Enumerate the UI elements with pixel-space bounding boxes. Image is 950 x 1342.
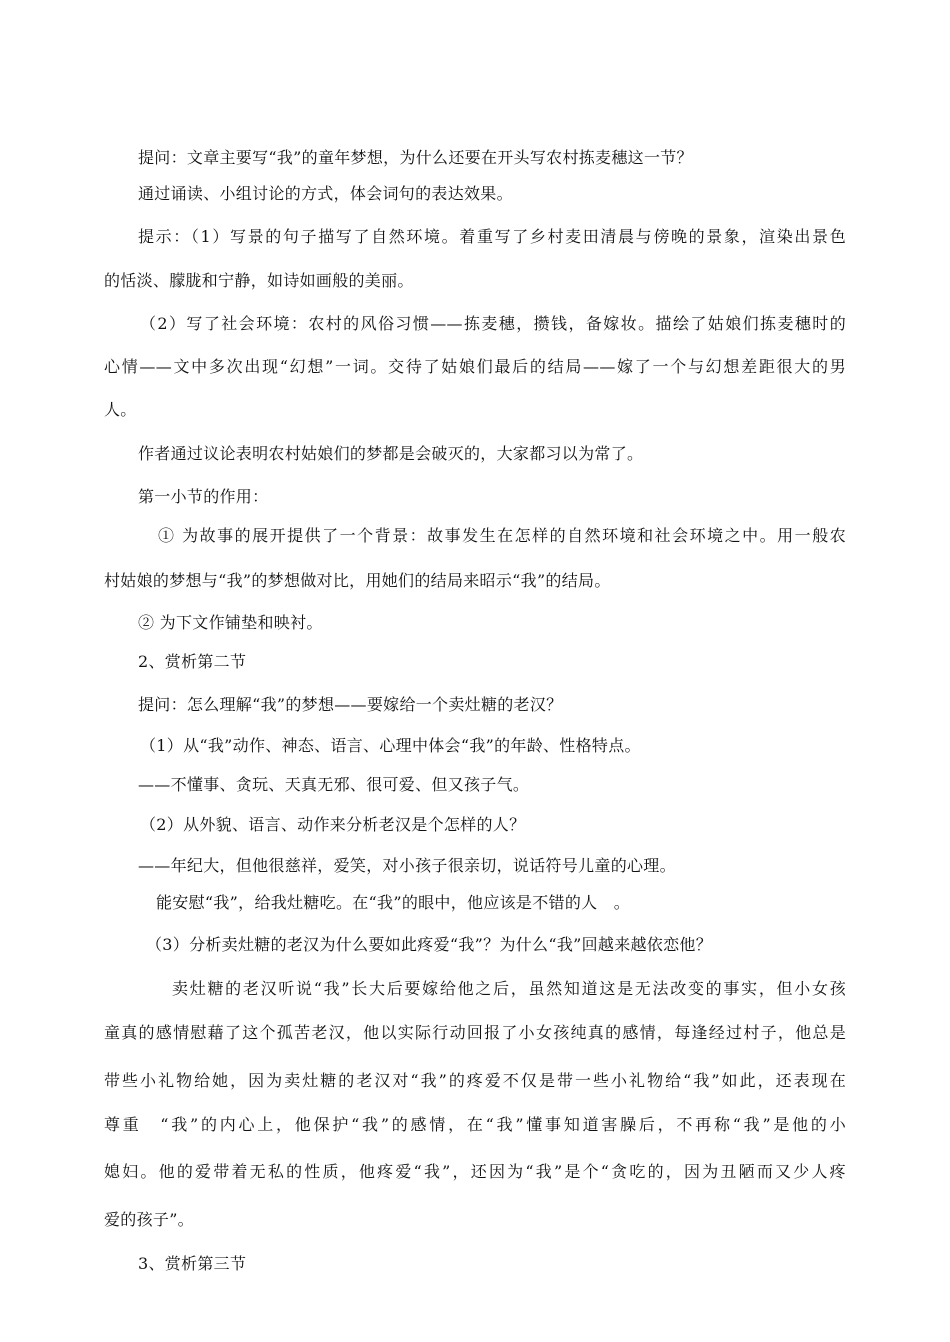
paragraph-line: 带些小礼物给她，因为卖灶糖的老汉对“我”的疼爱不仅是带一些小礼物给“我”如此，还表现在 bbox=[104, 1071, 846, 1090]
paragraph-line: 心情——文中多次出现“幻想”一词。交待了姑娘们最后的结局——嫁了一个与幻想差距很大的男 bbox=[104, 357, 846, 376]
paragraph-line: ——年纪大，但他很慈祥，爱笑，对小孩子很亲切，说话符号儿童的心理。 bbox=[138, 856, 676, 875]
paragraph-line: 人。 bbox=[104, 400, 137, 419]
paragraph-line: （2）写了社会环境：农村的风俗习惯——拣麦穗，攒钱，备嫁妆。描绘了姑娘们拣麦穗时的 bbox=[140, 314, 846, 333]
paragraph-line: （1）从“我”动作、神态、语言、心理中体会“我”的年龄、性格特点。 bbox=[140, 736, 641, 755]
paragraph-line: 提示：（1）写景的句子描写了自然环境。着重写了乡村麦田清晨与傍晚的景象，渲染出景色 bbox=[138, 227, 846, 246]
paragraph-line: 卖灶糖的老汉听说“我”长大后要嫁给他之后，虽然知道这是无法改变的事实，但小女孩 bbox=[172, 979, 846, 998]
paragraph-line: （2）从外貌、语言、动作来分析老汉是个怎样的人？ bbox=[140, 815, 526, 834]
paragraph-line: 提问：怎么理解“我”的梦想——要嫁给一个卖灶糖的老汉？ bbox=[138, 695, 563, 714]
paragraph-line: 尊重 “我”的内心上，他保护“我”的感情，在“我”懂事知道害臊后，不再称“我”是他的小 bbox=[104, 1115, 846, 1134]
paragraph-line: 童真的感情慰藉了这个孤苦老汉，他以实际行动回报了小女孩纯真的感情，每逢经过村子，他总是 bbox=[104, 1023, 846, 1042]
paragraph-line: 作者通过议论表明农村姑娘们的梦都是会破灭的，大家都习以为常了。 bbox=[138, 444, 644, 463]
paragraph-line: （3）分析卖灶糖的老汉为什么要如此疼爱“我”？为什么“我”回越来越依恋他？ bbox=[146, 935, 712, 954]
paragraph-line: 的恬淡、朦胧和宁静，如诗如画般的美丽。 bbox=[104, 271, 414, 290]
section-heading: 3、赏析第三节 bbox=[138, 1254, 247, 1273]
paragraph-line: ① 为故事的展开提供了一个背景：故事发生在怎样的自然环境和社会环境之中。用一般农 bbox=[158, 526, 846, 545]
paragraph-line: ② 为下文作铺垫和映衬。 bbox=[138, 613, 323, 632]
section-heading: 2、赏析第二节 bbox=[138, 652, 247, 671]
paragraph-heading: 第一小节的作用： bbox=[138, 487, 269, 506]
paragraph-line: 爱的孩子”。 bbox=[104, 1210, 194, 1229]
paragraph-line: ——不懂事、贪玩、天真无邪、很可爱、但又孩子气。 bbox=[138, 775, 530, 794]
paragraph-line: 村姑娘的梦想与“我”的梦想做对比，用她们的结局来昭示“我”的结局。 bbox=[104, 571, 611, 590]
paragraph-line: 提问：文章主要写“我”的童年梦想，为什么还要在开头写农村拣麦穗这一节？ bbox=[138, 148, 693, 167]
paragraph-line: 通过诵读、小组讨论的方式，体会词句的表达效果。 bbox=[138, 184, 513, 203]
paragraph-line: 媳妇。他的爱带着无私的性质，他疼爱“我”，还因为“我”是个“贪吃的，因为丑陋而又少人疼 bbox=[104, 1162, 846, 1181]
paragraph-line: 能安慰“我”，给我灶糖吃。在“我”的眼中，他应该是不错的人 。 bbox=[156, 893, 631, 912]
